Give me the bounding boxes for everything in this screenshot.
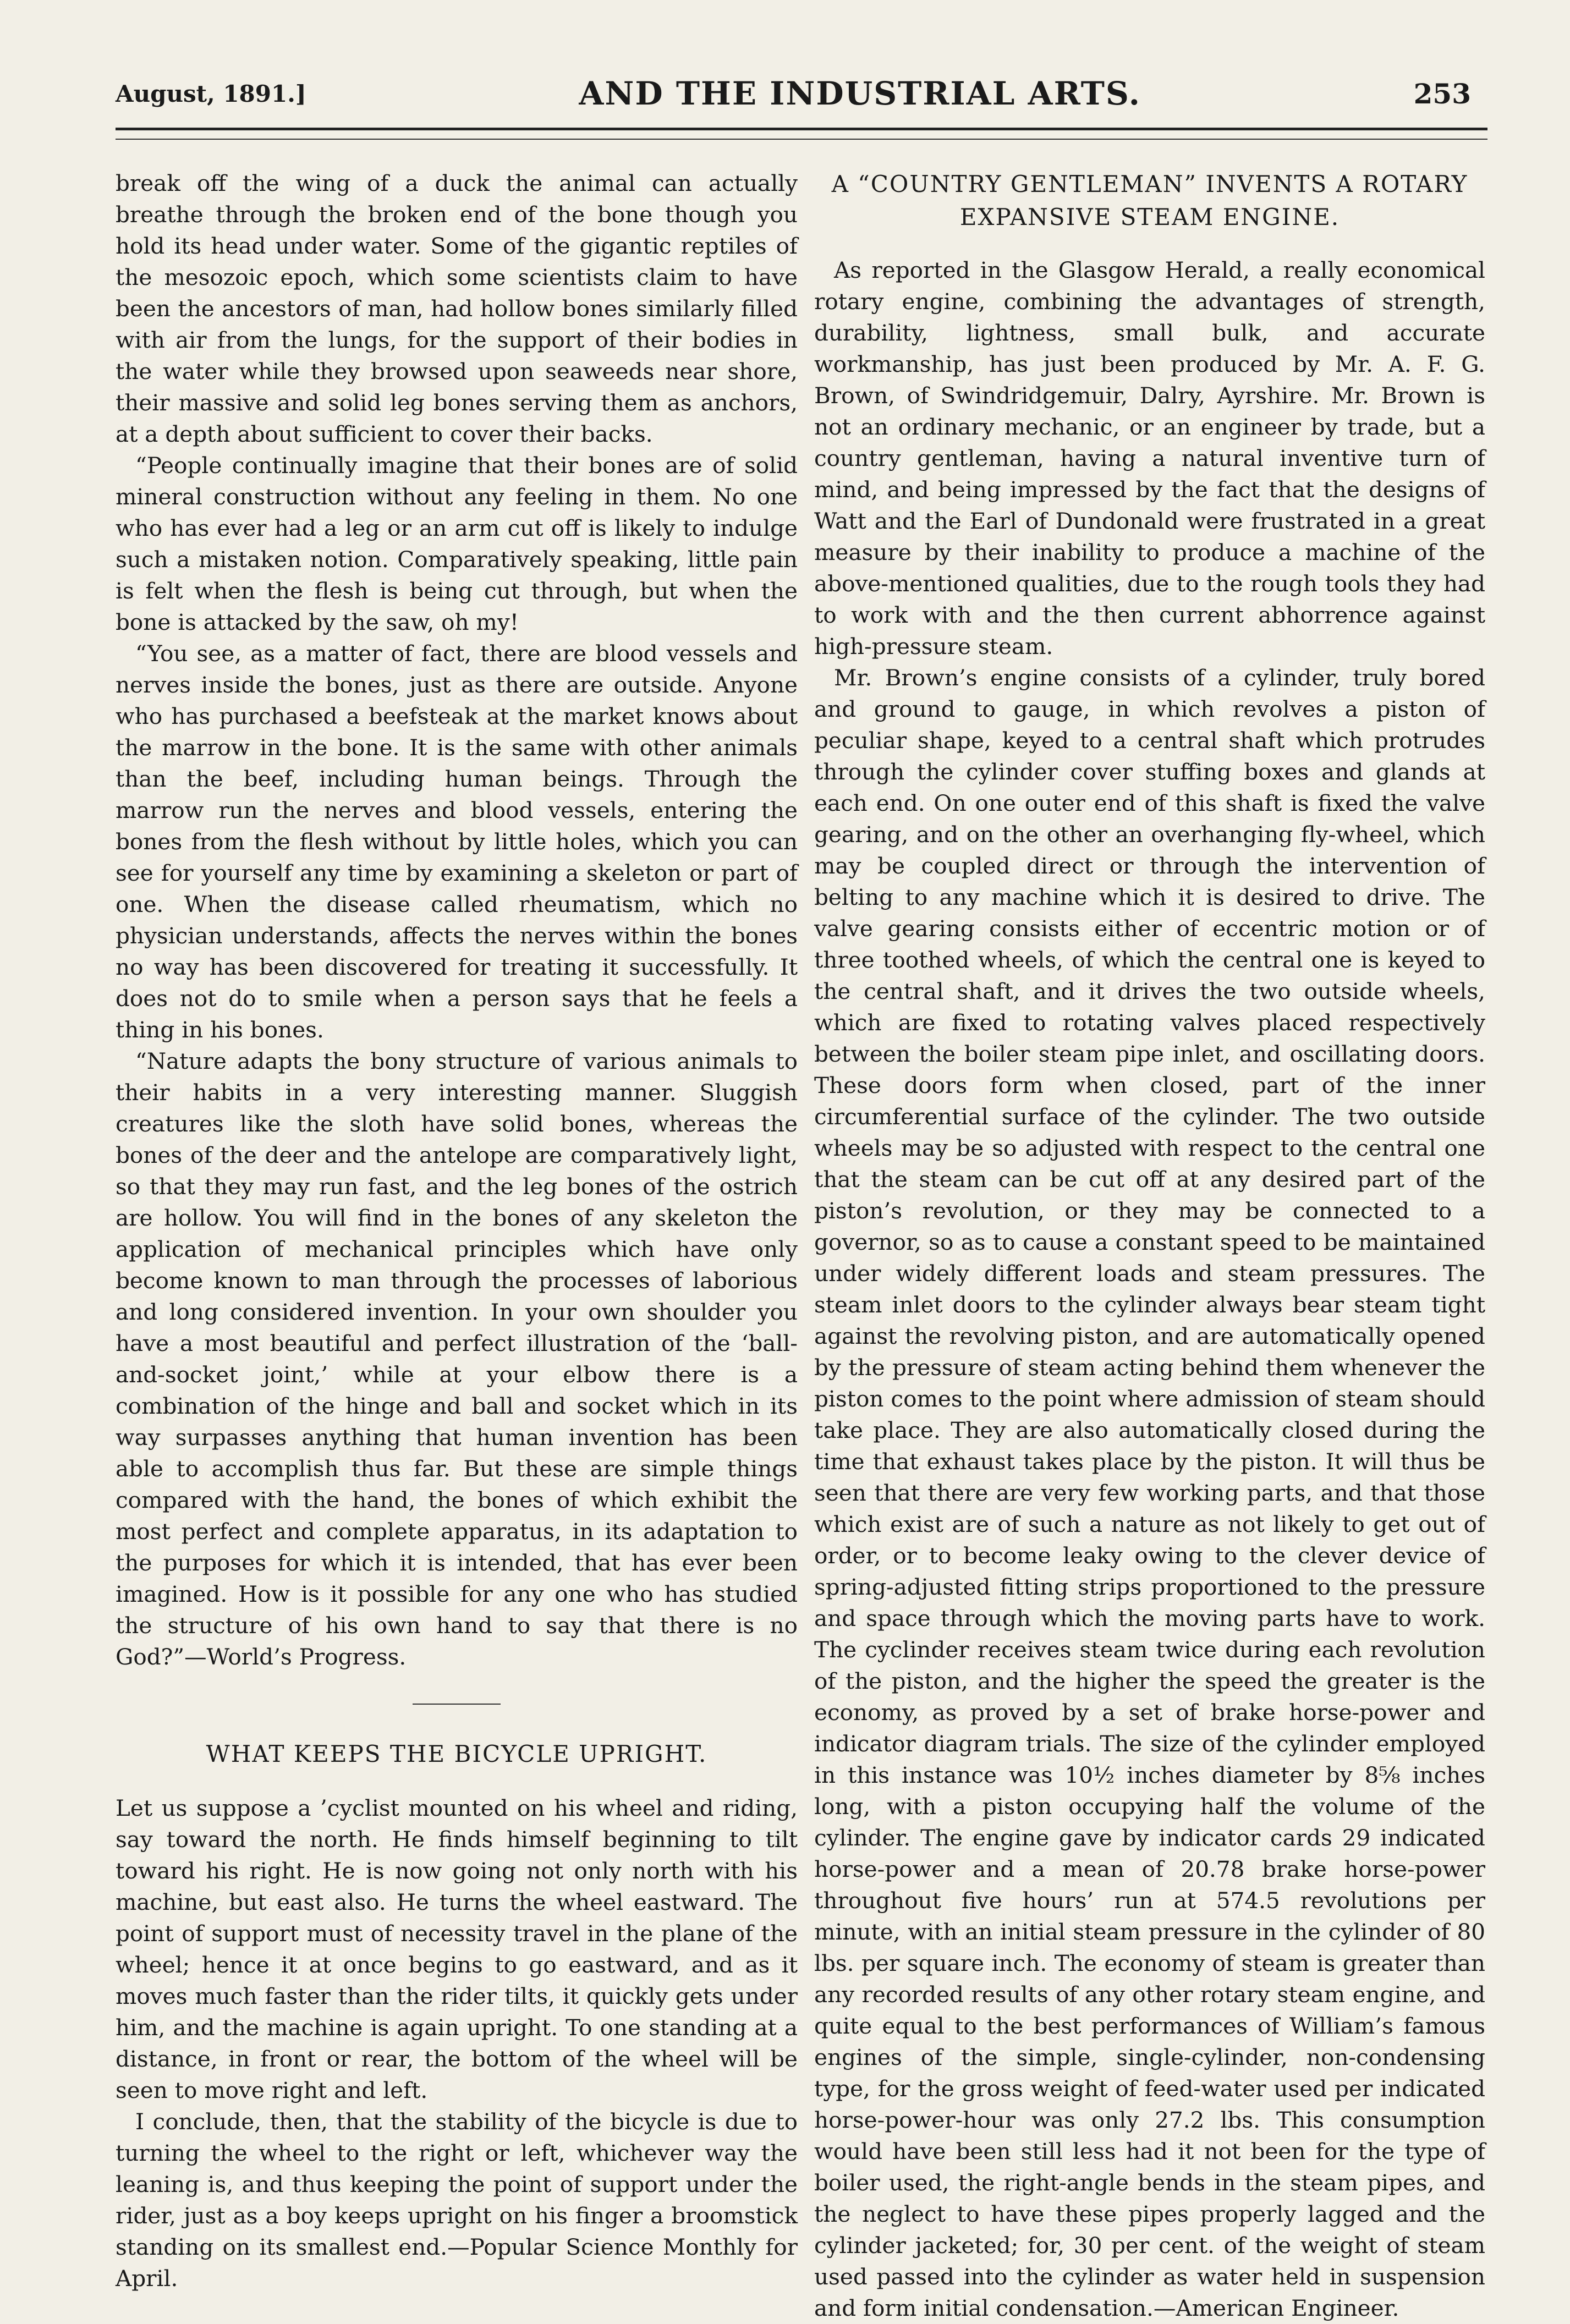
- issue-date: August, 1891.]: [116, 80, 306, 107]
- page-header: [116, 72, 1471, 116]
- header-rule-thick: [116, 128, 1487, 130]
- article-paragraph: I conclude, then, that the stability of the bicycle is due to turning the wheel to the right or left, whichever way the leaning is, and thus keeping the point of support under the rider, just as a boy keeps upright on his finger a broomstick standing on its smallest end.—Popular Science Monthly for April.: [116, 2108, 798, 2292]
- header-rule-thin: [116, 139, 1487, 140]
- article-paragraph: “You see, as a matter of fact, there are blood vessels and nerves inside the bones, just as there are outside. Anyone who has purchased a beefsteak at the market knows about the marrow in the bone. It is the same with other animals than the beef, including human beings. Through the marrow run the nerves and blood vessels, entering the bones from the flesh without by little holes, which you can see for yourself any time by examining a skeleton or part of one. When the disease called rheumatism, which no physician understands, affects the nerves within the bones no way has been discovered for treating it successfully. It does not do to smile when a person says that he feels a thing in his bones.: [116, 640, 798, 1043]
- running-title: AND THE INDUSTRIAL ARTS.: [579, 75, 1141, 112]
- article-paragraph: Mr. Brown’s engine consists of a cylinder, truly bored and ground to gauge, in which revolves a piston of peculiar shape, keyed to a central shaft which protrudes through the cylinder cover stuffing boxes and glands at each end. On one outer end of this shaft is fixed the valve gearing, and on the other an overhanging fly-wheel, which may be coupled direct or through the intervention of belting to any machine which it is desired to drive. The valve gearing consists either of eccentric motion or of three toothed wheels, of which the central one is keyed to the central shaft, and it drives the two outside wheels, which are fixed to rotating valves placed respectively between the boiler steam pipe inlet, and oscillating doors. These doors form when closed, part of the inner circumferential surface of the cylinder. The two outside wheels may be so adjusted with respect to the central one that the steam can be cut off at any desired part of the piston’s revolution, or they may be connected to a governor, so as to cause a constant speed to be maintained under widely different loads and steam pressures. The steam inlet doors to the cylinder always bear steam tight against the revolving piston, and are automatically opened by the pressure of steam acting behind them whenever the piston comes to the point where admission of steam should take place. They are also automatically closed during the time that exhaust takes place by the piston. It will thus be seen that there are very few working parts, and that those which exist are of such a nature as not likely to get out of order, or to become leaky owing to the clever device of spring-adjusted fitting strips proportioned to the pressure and space through which the moving parts have to work. The cyclinder receives steam twice during each revolution of the piston, and the higher the speed the greater is the economy, as proved by a set of brake horse-power and indicator diagram trials. The size of the cylinder employed in this instance was 10½ inches diameter by 8⅝ inches long, with a piston occupying half the volume of the cylinder. The engine gave by indicator cards 29 indicated horse-power and a mean of 20.78 brake horse-power throughout five hours’ run at 574.5 revolutions per minute, with an initial steam pressure in the cylinder of 80 lbs. per square inch. The economy of steam is greater than any recorded results of any other rotary steam engine, and quite equal to the best performances of William’s famous engines of the simple, single-cylinder, non-condensing type, for the gross weight of feed-water used per indicated horse-power-hour was only 27.2 lbs. This consumption would have been still less had it not been for the type of boiler used, the right-angle bends in the steam pipes, and the neglect to have these pipes properly lagged and the cylinder jacketed; for, 30 per cent. of the weight of steam used passed into the cylinder as water held in suspension and form initial condensation.—American Engineer.: [814, 664, 1485, 2321]
- article-paragraph: Let us suppose a ’cyclist mounted on his wheel and riding, say toward the north. He finds himself beginning to tilt toward his right. He is now going not only north with his machine, but east also. He turns the wheel eastward. The point of support must of necessity travel in the plane of the wheel; hence it at once begins to go eastward, and as it moves much faster than the rider tilts, it quickly gets under him, and the machine is again upright. To one standing at a distance, in front or rear, the bottom of the wheel will be seen to move right and left.: [116, 1795, 798, 2103]
- article-paragraph: As reported in the Glasgow Herald, a really economical rotary engine, combining the advantages of strength, durability, lightness, small bulk, and accurate workmanship, has just been produced by Mr. A. F. G. Brown, of Swindridgemuir, Dalry, Ayrshire. Mr. Brown is not an ordinary mechanic, or an engineer by trade, but a country gentleman, having a natural inventive turn of mind, and being impressed by the fact that the designs of Watt and the Earl of Dundonald were frustrated in a great measure by their inability to produce a machine of the above-mentioned qualities, due to the rough tools they had to work with and the then current abhorrence against high-pressure steam.: [814, 257, 1485, 660]
- page-number: 253: [1413, 77, 1471, 110]
- section-divider: [413, 1704, 501, 1705]
- article-paragraph: “Nature adapts the bony structure of various animals to their habits in a very interesting manner. Sluggish creatures like the sloth have solid bones, whereas the bones of the deer and the antelope are comparatively light, so that they may run fast, and the leg bones of the ostrich are hollow. You will find in the bones of any skeleton the application of mechanical principles which have only become known to man through the processes of laborious and long considered invention. In your own shoulder you have a most beautiful and perfect illustration of the ‘ball-and-socket joint,’ while at your elbow there is a combination of the hinge and ball and socket which in its way surpasses anything that human invention has been able to accomplish thus far. But these are simple things compared with the hand, the bones of which exhibit the most perfect and complete apparatus, in its adaptation to the purposes for which it is intended, that has ever been imagined. How is it possible for any one who has studied the structure of his own hand to say that there is no God?”—World’s Progress.: [116, 1048, 798, 1670]
- steam-engine-article-title: A “COUNTRY GENTLEMAN” INVENTS A ROTARY EXPANSIVE STEAM ENGINE.: [831, 171, 1468, 230]
- left-column: [116, 168, 798, 2294]
- bicycle-article-title: WHAT KEEPS THE BICYCLE UPRIGHT.: [206, 1740, 707, 1767]
- article-paragraph: “People continually imagine that their bones are of solid mineral construction without any feeling in them. No one who has ever had a leg or an arm cut off is likely to indulge such a mistaken notion. Comparatively speaking, little pain is felt when the flesh is being cut through, but when the bone is attacked by the saw, oh my!: [116, 452, 798, 635]
- article-paragraph: break off the wing of a duck the animal can actually breathe through the broken end of the bone though you hold its head under water. Some of the gigantic reptiles of the mesozoic epoch, which some scientists claim to have been the ancestors of man, had hollow bones similarly filled with air from the lungs, for the support of their bodies in the water while they browsed upon seaweeds near shore, their massive and solid leg bones serving them as anchors, at a depth about sufficient to cover their backs.: [116, 170, 798, 447]
- right-column: [814, 168, 1485, 2324]
